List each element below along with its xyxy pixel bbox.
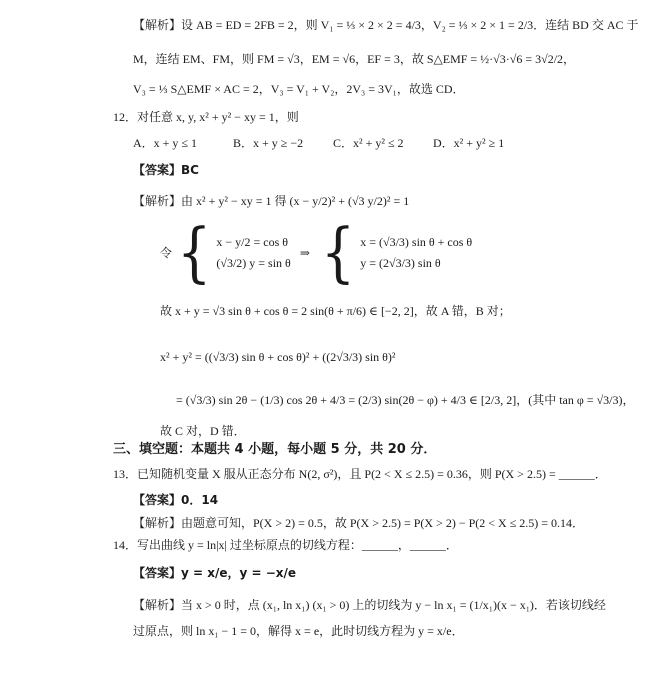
- q12-conclusion: 故 C 对，D 错．: [160, 424, 246, 438]
- q12-stem: 12．对任意 x, y, x² + y² − xy = 1，则: [113, 110, 299, 124]
- q13-answer: 【答案】0．14: [133, 493, 219, 507]
- q13-stem: 13．已知随机变量 X 服从正态分布 N(2, σ²)，且 P(2 < X ≤ 2.5) = 0.36，则 P(X > 2.5) = ______．: [113, 467, 607, 481]
- q12-options: [133, 136, 533, 151]
- q12-substitution: [160, 214, 473, 291]
- substitution-left-2: (√3/2) y = sin θ: [216, 256, 291, 270]
- q12-option-b: B．x + y ≥ −2: [233, 136, 304, 150]
- q12-line-square-1: x² + y² = ((√3/3) sin θ + cos θ)² + ((2√3/3) sin θ)²: [160, 350, 396, 364]
- substitution-prefix: 令: [160, 245, 173, 260]
- q12-answer: 【答案】BC: [133, 163, 199, 177]
- substitution-left-1: x − y/2 = cos θ: [216, 235, 288, 249]
- q12-line-sum: 故 x + y = √3 sin θ + cos θ = 2 sin(θ + π/6) ∈ [−2, 2]，故 A 错，B 对；: [160, 304, 511, 318]
- section-heading: 三、填空题：本题共 4 小题，每小题 5 分，共 20 分．: [113, 442, 437, 457]
- q12-option-d: D．x² + y² ≥ 1: [433, 136, 505, 150]
- q14-analysis-2: 过原点，则 ln x₁ − 1 = 0，解得 x = e，此时切线方程为 y = x/e．: [133, 624, 464, 638]
- q11-line-3: V₃ = ⅓ S△EMF × AC = 2，V₃ = V₁ + V₂，2V₃ = 3V₁，故选 CD．: [133, 82, 465, 96]
- left-brace-icon-2: {: [320, 214, 356, 291]
- q12-option-a: A．x + y ≤ 1: [133, 136, 198, 150]
- q13-analysis: 【解析】由题意可知，P(X > 2) = 0.5，故 P(X > 2.5) = P(X > 2) − P(2 < X ≤ 2.5) = 0.14．: [133, 516, 585, 530]
- q14-answer: 【答案】y = x/e，y = −x/e: [133, 566, 297, 580]
- substitution-right-1: x = (√3/3) sin θ + cos θ: [360, 235, 473, 249]
- q14-stem: 14．写出曲线 y = ln|x| 过坐标原点的切线方程：______，______．: [113, 538, 458, 552]
- q11-line-2: M，连结 EM、FM，则 FM = √3，EM = √6，EF = 3，故 S△EMF = ½·√3·√6 = 3√2/2，: [133, 52, 576, 66]
- substitution-right-2: y = (2√3/3) sin θ: [360, 256, 441, 270]
- implies-arrow: ⇒: [299, 245, 310, 260]
- q12-analysis-1: 【解析】由 x² + y² − xy = 1 得 (x − y/2)² + (√3 y/2)² = 1: [133, 194, 410, 208]
- left-brace-icon: {: [177, 214, 212, 291]
- substitution-right-cases: [360, 235, 472, 271]
- q12-line-square-2: = (√3/3) sin 2θ − (1/3) cos 2θ + 4/3 = (2/3) sin(2θ − φ) + 4/3 ∈ [2/3, 2]，(其中 tan φ = √3/3)，: [176, 393, 635, 407]
- q14-analysis-1: 【解析】当 x > 0 时，点 (x₁, ln x₁) (x₁ > 0) 上的切线为 y − ln x₁ = (1/x₁)(x − x₁)．若该切线经: [133, 598, 606, 612]
- substitution-left-cases: [216, 235, 290, 271]
- q11-line-1: 【解析】设 AB = ED = 2FB = 2，则 V₁ = ⅓ × 2 × 2 = 4/3，V₂ = ⅓ × 2 × 1 = 2/3．连结 BD 交 AC 于: [133, 18, 639, 32]
- q12-option-c: C．x² + y² ≤ 2: [333, 136, 404, 150]
